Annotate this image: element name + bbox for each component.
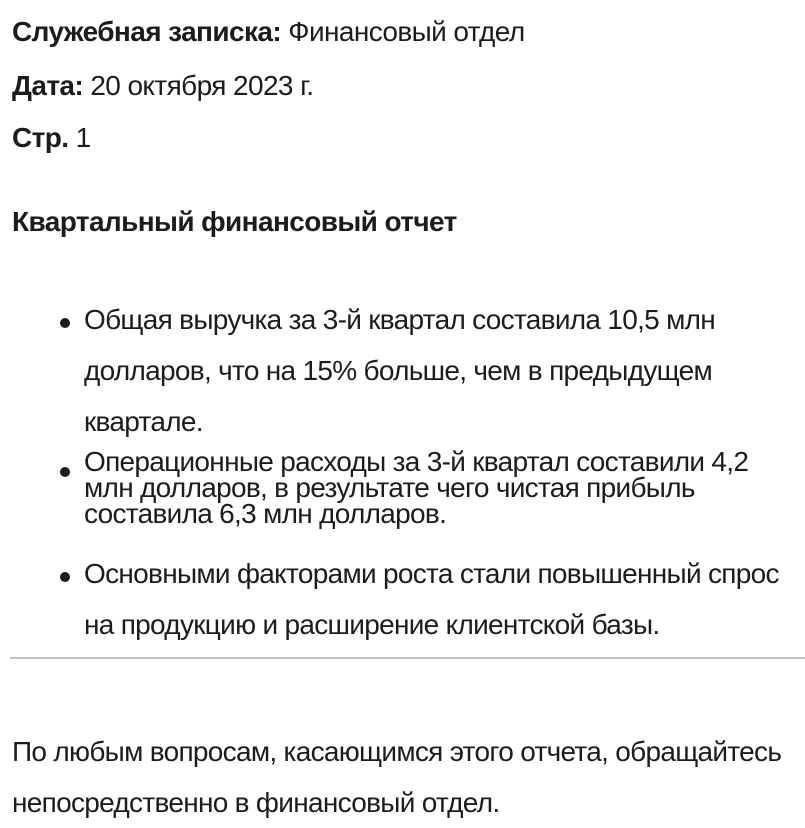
footer-note: По любым вопросам, касающимся этого отчета, обращайтесь непосредственно в финансовый отдел. <box>12 736 782 818</box>
bullet-dot-icon <box>60 467 70 477</box>
memo-label: Служебная записка: <box>12 16 282 47</box>
date-line <box>12 70 313 102</box>
bullet-dot-icon <box>60 318 70 328</box>
memo-department: Финансовый отдел <box>288 16 525 47</box>
bullet-dot-icon <box>60 572 70 582</box>
page-label: Стр. <box>12 122 69 153</box>
bullet-text: Операционные расходы за 3-й квартал составили 4,2 млн долларов, в результате чего чистая прибыль составила 6,3 млн долларов. <box>84 446 749 529</box>
memo-header-line <box>12 16 525 48</box>
date-label: Дата: <box>12 70 84 101</box>
page-number: 1 <box>75 122 91 153</box>
page-number-line <box>12 122 91 154</box>
bullet-text: Общая выручка за 3-й квартал составила 10,5 млн долларов, что на 15% больше, чем в предыдущем квартале. <box>84 304 716 437</box>
section-title: Квартальный финансовый отчет <box>12 206 457 237</box>
date-value: 20 октября 2023 г. <box>90 70 314 101</box>
divider <box>10 657 805 659</box>
bullet-text: Основными факторами роста стали повышенный спрос на продукцию и расширение клиентской базы. <box>84 558 779 640</box>
